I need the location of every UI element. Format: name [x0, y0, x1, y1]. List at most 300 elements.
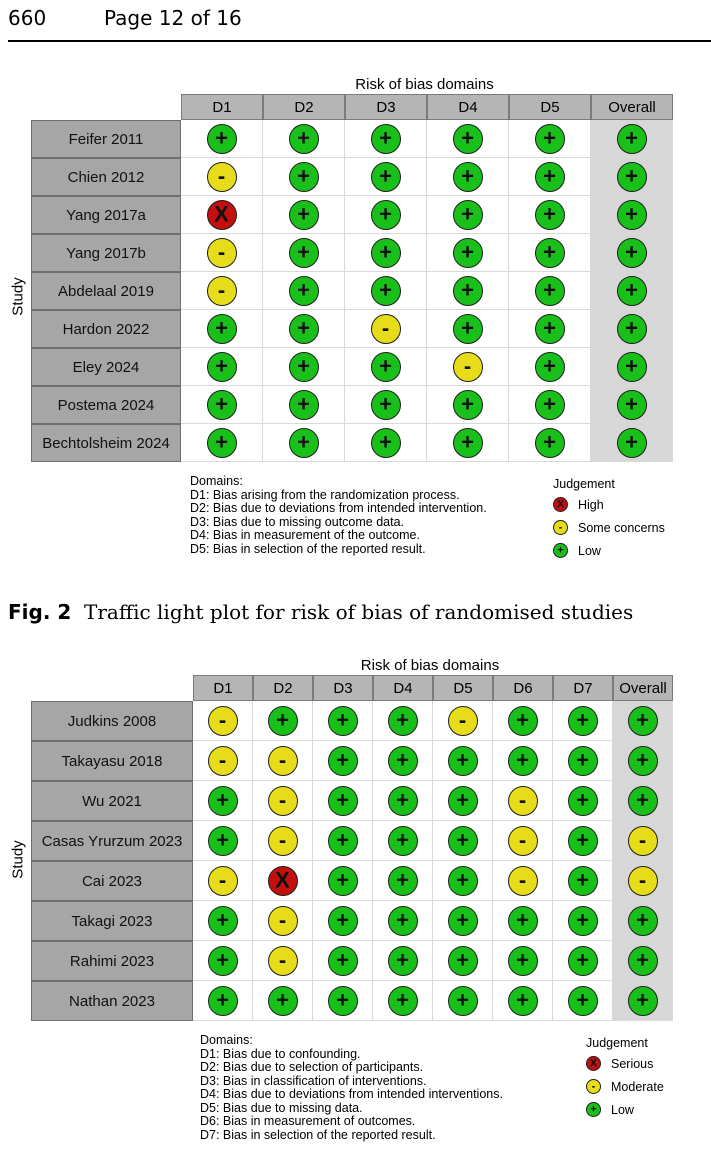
fig2-judgement-cell	[181, 386, 263, 424]
low-risk-icon: +	[289, 162, 319, 192]
low-risk-icon: +	[617, 162, 647, 192]
fig2-judgement-cell	[345, 424, 427, 462]
low-risk-icon: +	[388, 866, 418, 896]
fig3-judgement-cell	[613, 861, 673, 901]
fig3-judgement-cell	[373, 941, 433, 981]
fig2-judgement-cell	[509, 196, 591, 234]
fig2-judgement-cell	[427, 348, 509, 386]
low-risk-icon: +	[289, 314, 319, 344]
low-risk-icon: +	[289, 276, 319, 306]
fig3-judgement-cell	[373, 821, 433, 861]
fig2-col-header: D3	[345, 94, 427, 120]
fig3-judgement-cell	[313, 981, 373, 1021]
low-risk-icon: +	[289, 238, 319, 268]
low-risk-icon: +	[617, 238, 647, 268]
fig3-judgement-cell	[433, 981, 493, 1021]
low-risk-icon: +	[289, 200, 319, 230]
fig2-caption	[8, 600, 633, 624]
fig3-judgement-item	[586, 1102, 634, 1117]
low-risk-icon: +	[453, 238, 483, 268]
fig3-judgement-cell	[553, 861, 613, 901]
fig2-judgement-cell	[181, 310, 263, 348]
low-risk-icon: +	[371, 162, 401, 192]
fig3-judgement-cell	[253, 981, 313, 1021]
low-risk-icon: +	[207, 352, 237, 382]
fig2-judgement-cell	[181, 120, 263, 158]
low-risk-icon: +	[268, 706, 298, 736]
low-risk-icon: +	[535, 238, 565, 268]
low-risk-icon: +	[535, 314, 565, 344]
fig3-judgement-cell	[613, 941, 673, 981]
low-risk-icon: +	[617, 314, 647, 344]
low-risk-icon: +	[448, 826, 478, 856]
some-concerns-icon: -	[207, 238, 237, 268]
page-header	[0, 0, 711, 42]
some-concerns-icon: -	[448, 706, 478, 736]
fig2-judgement-cell	[427, 158, 509, 196]
fig2-judgement-label: Some concerns	[578, 520, 665, 535]
fig3-judgement-cell	[493, 941, 553, 981]
fig3-judgement-cell	[253, 861, 313, 901]
fig3-judgement-item	[586, 1056, 653, 1071]
fig3-judgement-cell	[373, 981, 433, 1021]
fig2-judgement-cell	[345, 234, 427, 272]
some-concerns-icon: -	[268, 746, 298, 776]
fig2-judgement-cell	[263, 272, 345, 310]
some-concerns-icon: -	[268, 946, 298, 976]
fig3-judgement-cell	[193, 941, 253, 981]
fig3-judgement-cell	[613, 701, 673, 741]
fig3-study-label: Takagi 2023	[31, 901, 193, 941]
fig2-judgement-item	[553, 543, 601, 558]
fig3-study-row	[31, 941, 673, 981]
low-risk-icon: +	[568, 826, 598, 856]
low-risk-icon: +	[207, 390, 237, 420]
fig3-col-header: D3	[313, 675, 373, 701]
fig2-col-header: D1	[181, 94, 263, 120]
fig3-domain-definition: D6: Bias in measurement of outcomes.	[200, 1114, 416, 1128]
low-risk-icon: +	[535, 390, 565, 420]
low-risk-icon: +	[448, 786, 478, 816]
low-risk-icon: +	[535, 276, 565, 306]
fig2-table	[31, 94, 673, 462]
low-risk-icon: +	[328, 826, 358, 856]
fig2-judgement-cell	[263, 234, 345, 272]
fig2-study-label: Bechtolsheim 2024	[31, 424, 181, 462]
low-risk-icon: +	[535, 428, 565, 458]
low-risk-icon: +	[371, 428, 401, 458]
some-concerns-icon: -	[508, 786, 538, 816]
fig2-judgement-cell	[263, 196, 345, 234]
low-risk-icon: +	[388, 786, 418, 816]
low-risk-icon: +	[617, 352, 647, 382]
fig3-judgement-cell	[493, 981, 553, 1021]
fig3-judgement-label: Moderate	[611, 1079, 664, 1094]
low-risk-icon: +	[207, 314, 237, 344]
fig2-judgement-cell	[427, 310, 509, 348]
low-risk-icon: +	[568, 866, 598, 896]
fig2-judgement-cell	[591, 386, 673, 424]
low-risk-icon: +	[448, 906, 478, 936]
low-risk-icon: +	[388, 906, 418, 936]
fig2-judgement-cell	[427, 272, 509, 310]
fig2-study-label: Yang 2017a	[31, 196, 181, 234]
fig3-domains-legend	[200, 1034, 540, 1142]
low-risk-icon: +	[328, 986, 358, 1016]
fig3-judgement-cell	[253, 701, 313, 741]
fig2-domains-title: Domains:	[190, 474, 243, 488]
fig2-col-header: Overall	[591, 94, 673, 120]
low-risk-icon: +	[289, 352, 319, 382]
fig3-judgement-label: Low	[611, 1102, 634, 1117]
fig3-judgement-cell	[253, 741, 313, 781]
some-concerns-icon: -	[207, 276, 237, 306]
low-risk-icon: +	[371, 124, 401, 154]
fig2-judgement-cell	[263, 158, 345, 196]
fig3-domain-definition: D4: Bias due to deviations from intended interventions.	[200, 1087, 503, 1101]
fig3-study-label: Casas Yrurzum 2023	[31, 821, 193, 861]
some-concerns-icon: -	[268, 786, 298, 816]
fig2-judgement-cell	[181, 234, 263, 272]
fig3-judgement-cell	[433, 781, 493, 821]
low-risk-icon: +	[568, 946, 598, 976]
low-risk-icon: +	[388, 946, 418, 976]
fig3-judgement-cell	[433, 941, 493, 981]
fig3-judgement-cell	[373, 901, 433, 941]
some-concerns-icon: -	[628, 866, 658, 896]
fig3-judgement-cell	[373, 741, 433, 781]
low-risk-icon: +	[508, 706, 538, 736]
fig3-judgement-cell	[553, 821, 613, 861]
fig3-judgement-legend	[586, 1034, 706, 1124]
low-risk-icon: +	[568, 906, 598, 936]
low-risk-icon: +	[453, 162, 483, 192]
low-risk-icon: +	[207, 428, 237, 458]
fig3-judgement-cell	[253, 781, 313, 821]
low-risk-icon: +	[628, 986, 658, 1016]
fig3-traffic-light-plot	[0, 653, 711, 1158]
low-risk-icon: +	[617, 124, 647, 154]
low-risk-icon: +	[453, 428, 483, 458]
fig3-judgement-cell	[613, 981, 673, 1021]
low-risk-icon: +	[453, 200, 483, 230]
low-risk-icon: +	[371, 200, 401, 230]
low-risk-icon: +	[617, 276, 647, 306]
high-risk-icon: X	[268, 866, 298, 896]
low-risk-icon: +	[453, 314, 483, 344]
fig3-judgement-cell	[613, 821, 673, 861]
fig3-judgement-cell	[313, 741, 373, 781]
low-risk-icon: +	[508, 986, 538, 1016]
low-risk-icon: +	[328, 706, 358, 736]
low-risk-icon: +	[453, 124, 483, 154]
fig2-judgement-label: High	[578, 497, 604, 512]
fig2-study-label: Abdelaal 2019	[31, 272, 181, 310]
fig2-judgement-cell	[509, 120, 591, 158]
fig2-judgement-cell	[263, 120, 345, 158]
fig2-study-label: Eley 2024	[31, 348, 181, 386]
fig2-study-row	[31, 424, 673, 462]
fig3-judgement-cell	[373, 701, 433, 741]
low-risk-icon: +	[508, 746, 538, 776]
high-risk-icon: X	[207, 200, 237, 230]
low-risk-icon: +	[448, 946, 478, 976]
fig2-judgement-cell	[591, 196, 673, 234]
some-concerns-icon: -	[208, 866, 238, 896]
fig2-domains-legend	[190, 475, 530, 556]
fig2-judgement-cell	[509, 310, 591, 348]
fig2-domain-definition: D3: Bias due to missing outcome data.	[190, 514, 405, 529]
fig2-judgement-cell	[263, 310, 345, 348]
fig3-judgement-label: Serious	[611, 1056, 654, 1071]
low-risk-icon: +	[328, 786, 358, 816]
fig2-study-row	[31, 234, 673, 272]
fig3-judgement-cell	[493, 861, 553, 901]
fig3-judgement-cell	[613, 741, 673, 781]
fig2-caption-label: Fig. 2	[8, 600, 72, 624]
low-risk-icon: +	[628, 786, 658, 816]
fig2-study-label: Feifer 2011	[31, 120, 181, 158]
low-risk-icon: +	[568, 986, 598, 1016]
fig2-judgement-cell	[591, 272, 673, 310]
fig3-judgement-cell	[253, 821, 313, 861]
some-concerns-icon: -	[453, 352, 483, 382]
fig2-judgement-cell	[591, 310, 673, 348]
fig2-judgement-cell	[345, 348, 427, 386]
fig2-judgement-cell	[591, 120, 673, 158]
fig3-judgement-cell	[553, 941, 613, 981]
some-concerns-icon: -	[208, 746, 238, 776]
fig3-col-header: D2	[253, 675, 313, 701]
fig3-study-row	[31, 861, 673, 901]
fig2-caption-text: Traffic light plot for risk of bias of randomised studies	[84, 600, 634, 624]
fig3-judgement-cell	[433, 901, 493, 941]
fig3-judgement-cell	[313, 901, 373, 941]
fig2-judgement-legend	[553, 475, 703, 565]
page-count: Page 12 of 16	[104, 6, 242, 30]
fig2-study-row	[31, 310, 673, 348]
fig3-col-header: D5	[433, 675, 493, 701]
low-risk-icon: +	[617, 200, 647, 230]
fig2-study-row	[31, 272, 673, 310]
fig2-col-header: D2	[263, 94, 345, 120]
fig2-study-row	[31, 120, 673, 158]
fig3-judgement-cell	[493, 741, 553, 781]
low-risk-icon: +	[568, 706, 598, 736]
fig3-judgement-cell	[613, 901, 673, 941]
fig3-judgement-cell	[193, 821, 253, 861]
low-risk-icon: +	[568, 786, 598, 816]
low-risk-icon: +	[453, 390, 483, 420]
fig3-judgement-cell	[493, 821, 553, 861]
fig2-judgement-cell	[345, 386, 427, 424]
low-risk-icon: +	[448, 746, 478, 776]
fig2-judgement-item	[553, 520, 665, 535]
fig2-study-label: Chien 2012	[31, 158, 181, 196]
fig2-y-label: Study	[9, 277, 27, 316]
fig3-judgement-cell	[193, 781, 253, 821]
fig2-col-header: D4	[427, 94, 509, 120]
fig3-judgement-item	[586, 1079, 664, 1094]
some-concerns-icon: -	[553, 520, 568, 535]
high-risk-icon: X	[553, 497, 568, 512]
fig2-judgement-cell	[345, 272, 427, 310]
low-risk-icon: +	[453, 276, 483, 306]
low-risk-icon: +	[535, 200, 565, 230]
fig2-judgement-cell	[591, 348, 673, 386]
fig3-judgement-cell	[373, 861, 433, 901]
fig3-judgement-cell	[553, 781, 613, 821]
fig2-judgement-cell	[181, 196, 263, 234]
low-risk-icon: +	[328, 866, 358, 896]
fig2-study-row	[31, 196, 673, 234]
low-risk-icon: +	[628, 746, 658, 776]
fig2-judgement-cell	[263, 386, 345, 424]
fig2-domain-definition: D2: Bias due to deviations from intended intervention.	[190, 501, 487, 515]
fig2-traffic-light-plot	[0, 70, 711, 570]
fig3-study-row	[31, 781, 673, 821]
fig3-judgement-cell	[553, 701, 613, 741]
low-risk-icon: +	[208, 826, 238, 856]
fig3-study-row	[31, 741, 673, 781]
low-risk-icon: +	[371, 352, 401, 382]
low-risk-icon: +	[371, 276, 401, 306]
low-risk-icon: +	[388, 986, 418, 1016]
low-risk-icon: +	[289, 390, 319, 420]
fig2-judgement-cell	[181, 348, 263, 386]
low-risk-icon: +	[289, 124, 319, 154]
fig2-judgement-cell	[263, 424, 345, 462]
some-concerns-icon: -	[207, 162, 237, 192]
fig3-col-header: D4	[373, 675, 433, 701]
low-risk-icon: +	[371, 238, 401, 268]
fig2-col-header: D5	[509, 94, 591, 120]
fig3-study-row	[31, 821, 673, 861]
fig3-judgement-cell	[253, 901, 313, 941]
fig3-judgement-cell	[253, 941, 313, 981]
fig3-col-header: D1	[193, 675, 253, 701]
fig3-judgement-cell	[373, 781, 433, 821]
fig3-judgement-title: Judgement	[586, 1036, 648, 1050]
fig2-judgement-cell	[427, 424, 509, 462]
fig2-domain-definition: D5: Bias in selection of the reported result.	[190, 541, 426, 556]
fig3-study-row	[31, 981, 673, 1021]
fig3-judgement-cell	[493, 701, 553, 741]
low-risk-icon: +	[268, 986, 298, 1016]
fig3-judgement-cell	[433, 701, 493, 741]
fig3-judgement-cell	[193, 861, 253, 901]
fig2-judgement-cell	[427, 196, 509, 234]
fig2-judgement-cell	[427, 386, 509, 424]
fig2-judgement-item	[553, 497, 604, 512]
fig2-judgement-cell	[181, 424, 263, 462]
low-risk-icon: +	[448, 866, 478, 896]
some-concerns-icon: -	[628, 826, 658, 856]
fig3-table	[31, 675, 673, 1021]
low-risk-icon: +	[388, 706, 418, 736]
fig3-domain-definition: D5: Bias due to missing data.	[200, 1100, 363, 1115]
fig2-judgement-cell	[509, 386, 591, 424]
fig2-judgement-cell	[509, 272, 591, 310]
header-rule	[8, 40, 711, 42]
fig2-study-row	[31, 348, 673, 386]
low-risk-icon: +	[208, 946, 238, 976]
fig3-domain-definition: D1: Bias due to confounding.	[200, 1046, 361, 1061]
fig2-judgement-cell	[263, 348, 345, 386]
fig2-judgement-title: Judgement	[553, 477, 615, 491]
low-risk-icon: +	[448, 986, 478, 1016]
low-risk-icon: +	[388, 746, 418, 776]
fig3-judgement-cell	[433, 821, 493, 861]
fig3-col-header: D7	[553, 675, 613, 701]
fig3-study-row	[31, 901, 673, 941]
fig3-judgement-cell	[613, 781, 673, 821]
low-risk-icon: +	[628, 946, 658, 976]
high-risk-icon: X	[586, 1056, 601, 1071]
low-risk-icon: +	[568, 746, 598, 776]
fig3-judgement-cell	[493, 781, 553, 821]
fig3-study-label: Nathan 2023	[31, 981, 193, 1021]
fig2-judgement-cell	[345, 120, 427, 158]
fig3-y-label: Study	[9, 840, 27, 879]
fig3-domain-definition: D2: Bias due to selection of participants.	[200, 1060, 424, 1074]
fig3-judgement-cell	[193, 901, 253, 941]
fig3-study-label: Takayasu 2018	[31, 741, 193, 781]
some-concerns-icon: -	[268, 826, 298, 856]
fig3-judgement-cell	[193, 701, 253, 741]
fig3-judgement-cell	[313, 821, 373, 861]
fig2-study-label: Yang 2017b	[31, 234, 181, 272]
fig3-judgement-cell	[313, 941, 373, 981]
fig2-judgement-cell	[509, 158, 591, 196]
low-risk-icon: +	[371, 390, 401, 420]
fig2-study-label: Hardon 2022	[31, 310, 181, 348]
fig3-study-label: Rahimi 2023	[31, 941, 193, 981]
fig3-domain-definition: D3: Bias in classification of interventions.	[200, 1073, 427, 1088]
fig3-judgement-cell	[553, 741, 613, 781]
fig3-judgement-cell	[493, 901, 553, 941]
fig3-domain-definition: D7: Bias in selection of the reported result.	[200, 1127, 436, 1142]
fig3-judgement-cell	[553, 981, 613, 1021]
some-concerns-icon: -	[508, 866, 538, 896]
fig3-title: Risk of bias domains	[360, 657, 500, 674]
low-risk-icon: +	[388, 826, 418, 856]
fig2-judgement-cell	[509, 424, 591, 462]
low-risk-icon: +	[586, 1102, 601, 1117]
fig2-judgement-cell	[345, 310, 427, 348]
fig3-judgement-cell	[433, 741, 493, 781]
fig2-judgement-cell	[591, 158, 673, 196]
fig3-col-header: D6	[493, 675, 553, 701]
some-concerns-icon: -	[586, 1079, 601, 1094]
fig2-judgement-cell	[345, 158, 427, 196]
fig3-study-label: Cai 2023	[31, 861, 193, 901]
fig3-domains-title: Domains:	[200, 1033, 253, 1047]
fig3-study-label: Wu 2021	[31, 781, 193, 821]
fig2-judgement-cell	[509, 348, 591, 386]
low-risk-icon: +	[328, 906, 358, 936]
fig2-judgement-cell	[591, 424, 673, 462]
low-risk-icon: +	[328, 746, 358, 776]
some-concerns-icon: -	[371, 314, 401, 344]
low-risk-icon: +	[535, 162, 565, 192]
fig2-judgement-cell	[181, 272, 263, 310]
fig2-judgement-cell	[427, 234, 509, 272]
some-concerns-icon: -	[208, 706, 238, 736]
fig2-judgement-cell	[181, 158, 263, 196]
fig3-study-label: Judkins 2008	[31, 701, 193, 741]
low-risk-icon: +	[508, 906, 538, 936]
